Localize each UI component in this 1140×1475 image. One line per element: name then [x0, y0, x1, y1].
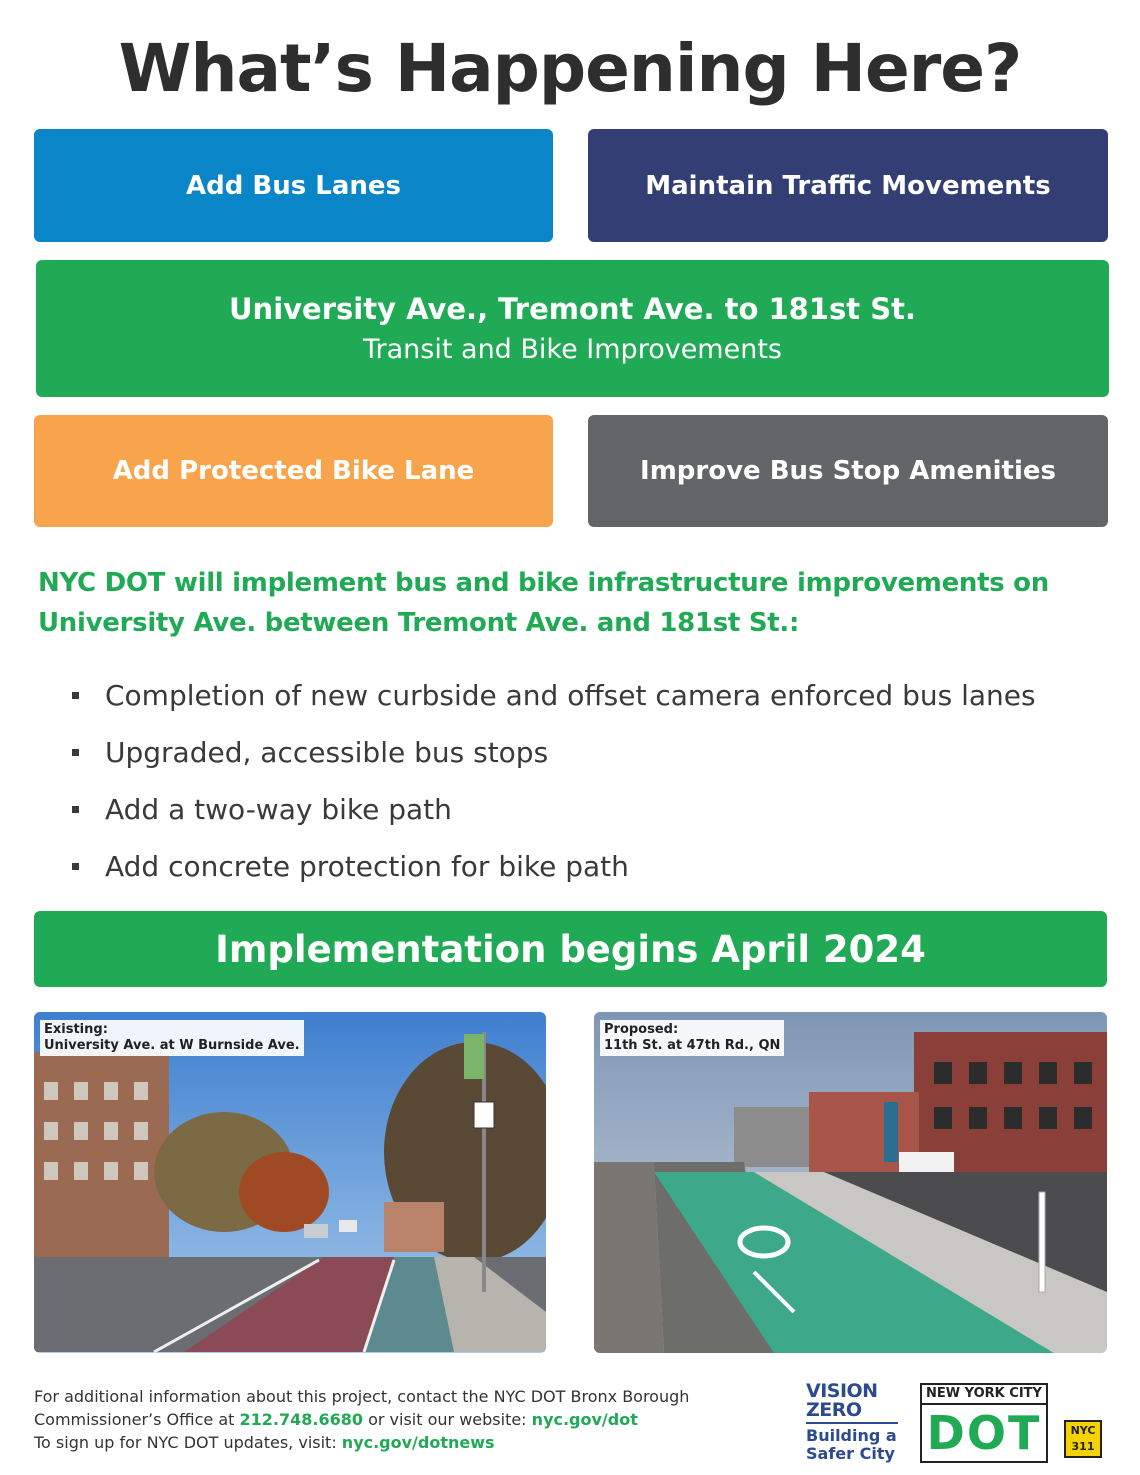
page-title: What’s Happening Here? — [118, 30, 1022, 107]
list-item: Add a two-way bike path — [72, 781, 1072, 838]
nyc-dot-logo: NEW YORK CITY DOT — [920, 1383, 1048, 1463]
existing-street-image — [34, 1012, 546, 1353]
list-item: Completion of new curbside and offset camera enforced bus lanes — [72, 667, 1072, 724]
bullet-icon — [72, 749, 79, 756]
improvements-list — [72, 667, 1072, 895]
implementation-banner: Implementation begins April 2024 — [34, 911, 1107, 987]
project-title-box — [36, 260, 1109, 397]
contact-footer: For additional information about this project, contact the NYC DOT Bronx Borough Commissioner’s Office at 212.748.6680 or visit our website: nyc.gov/dot To sign up for NYC DOT updates, visit: nyc.gov/dotnews — [34, 1387, 690, 1452]
maintain-traffic-box: Maintain Traffic Movements — [588, 129, 1108, 242]
project-subtitle: Transit and Bike Improvements — [363, 334, 782, 365]
intro-text: NYC DOT will implement bus and bike infrastructure improvements on University Ave. between Tremont Ave. and 181st St.: — [38, 568, 1049, 638]
phone-number: 212.748.6680 — [239, 1410, 363, 1429]
bullet-icon — [72, 806, 79, 813]
project-title: University Ave., Tremont Ave. to 181st St. — [229, 292, 916, 326]
dotnews-link[interactable]: nyc.gov/dotnews — [341, 1433, 495, 1452]
protected-bike-lane-box: Add Protected Bike Lane — [34, 415, 553, 527]
bullet-icon — [72, 863, 79, 870]
website-link[interactable]: nyc.gov/dot — [531, 1410, 638, 1429]
bullet-icon — [72, 692, 79, 699]
existing-caption: Existing: University Ave. at W Burnside Ave. — [40, 1020, 304, 1056]
vision-zero-logo: VISION ZERO Building a Safer City — [806, 1380, 897, 1463]
list-item: Add concrete protection for bike path — [72, 838, 1072, 895]
list-item: Upgraded, accessible bus stops — [72, 724, 1072, 781]
bus-stop-amenities-box: Improve Bus Stop Amenities — [588, 415, 1108, 527]
proposed-caption: Proposed: 11th St. at 47th Rd., QN — [600, 1020, 784, 1056]
add-bus-lanes-box: Add Bus Lanes — [34, 129, 553, 242]
nyc-311-logo: NYC 311 — [1064, 1420, 1102, 1458]
proposed-street-image — [594, 1012, 1107, 1353]
existing-photo — [34, 1012, 546, 1353]
proposed-photo — [594, 1012, 1107, 1353]
